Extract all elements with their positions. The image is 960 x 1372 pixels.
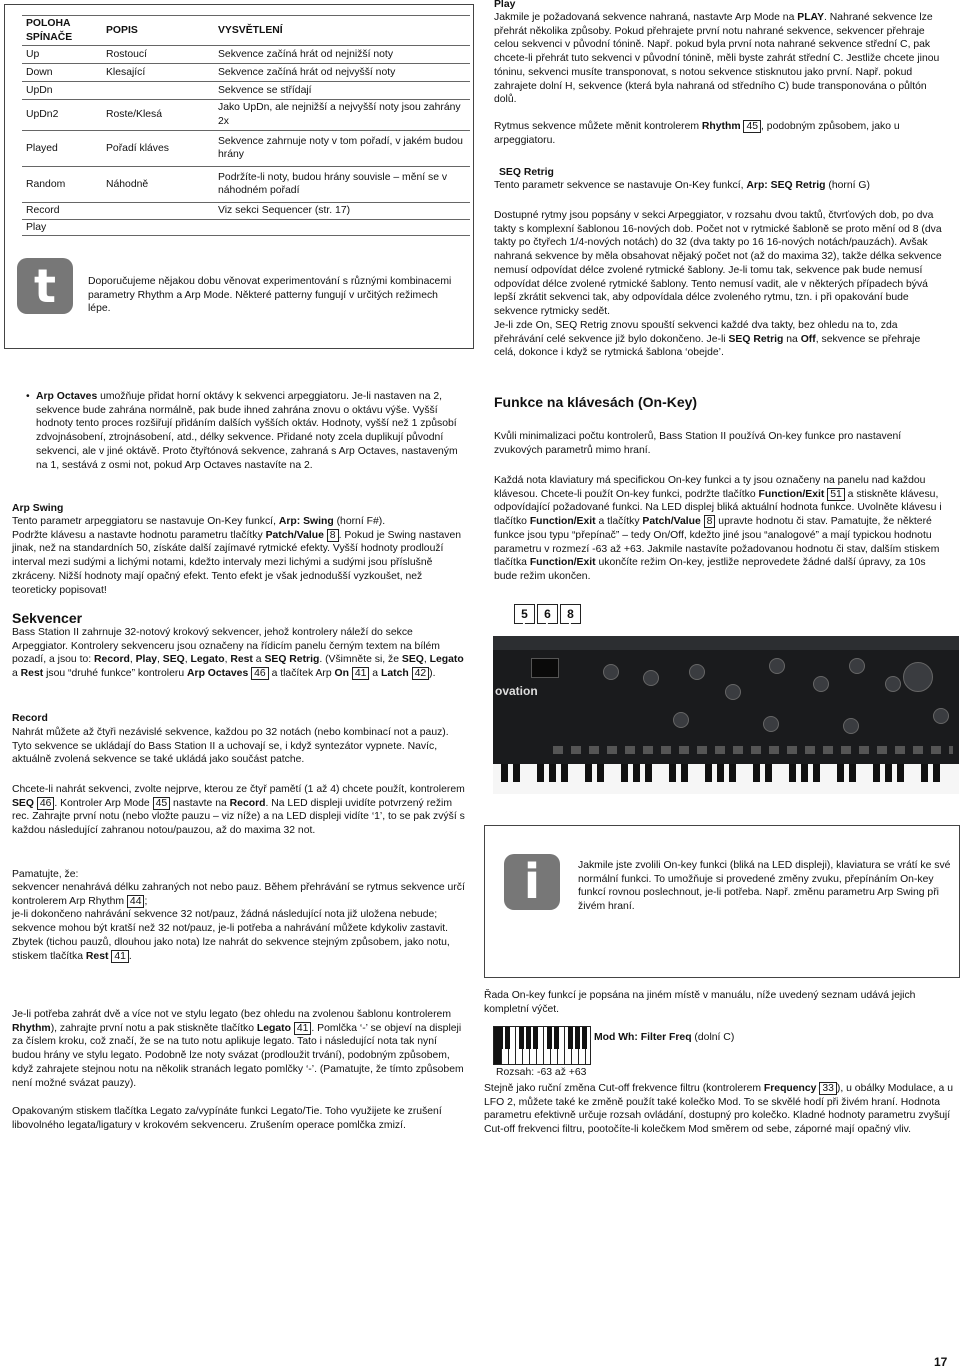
black-key [575,1027,580,1049]
t: Function/Exit [529,516,596,528]
t: Legato [256,1022,291,1034]
t: Je-li potřeba zahrát dvě a více not ve stylu legato (bez ohledu na zvolenou šablonu kontrolerem [12,1009,451,1020]
callout-6: 6 [537,604,558,624]
black-key [645,764,652,782]
t: Arp: SEQ Retrig [746,180,826,191]
black-key [837,764,844,782]
t: . Na LED displeji uvidíte potvrzený režim rec. Zahrajte první notu (nebo vložte pauzu – viz níže) a na LED displeji vidíte ‘1’, to se pak zvýší s každou následující zahranou notou/pauzou, až do maxima 32 not. [12,797,465,837]
knob [643,670,659,686]
arp-mode-table [22,15,470,236]
t: Patch/Value [265,529,324,541]
table-cell-desc: Rostoucí [102,46,214,64]
led-display [531,658,559,678]
panel-top-strip [493,636,959,650]
black-key [753,764,760,782]
black-key [526,1027,531,1049]
black-key [561,764,568,782]
t: Každá nota klaviatury má specifickou On-key funkci a ty jsou označeny na panelu nad každou klávesou. Chcete-li použít On-key funkci, podržte tlačítko [494,475,926,500]
callout-5: 5 [514,604,535,624]
onkey-p1: Kvůli minimalizaci počtu kontrolerů, Bass Station II používá On-key funkce pro nastavení zvukových parametrů mimo hraní. [494,431,902,456]
t: . Nahrané sekvence lze přehrát několika způsoby. Pokud přehrajete první notu nahrané sekvence, sekvencer přehraje celou sekvenci v původní tónině. Např. pokud byla první nota nahrané sekvence střední C, pak chcete-li přehrát tuto sekvenci v původní tónině, měli byste zahrát střední C. Jestliže chcete jinou tóninu, sekvenci musíte transponovat, s notou sekvence stisknutou jako první. Např. pokud zahrajete dolní H, sekvence (která byla nahraná od středního C) bude transponována o půltón dolů. [494,12,940,106]
record-p4 [12,881,466,963]
black-key [729,764,736,782]
control-number: 42 [412,667,430,680]
t: , [423,654,430,666]
black-key [681,764,688,782]
t: , [129,654,136,666]
onkey-title: Funkce na klávesách (On-Key) [494,394,698,410]
black-key [519,1027,524,1049]
record-p3: Pamatujte, že: [12,869,79,880]
knob [769,658,785,674]
t: Function/Exit [758,488,825,500]
t: Frequency [763,1083,817,1094]
control-number: 44 [127,895,145,908]
t: na [783,333,801,345]
t: Stejně jako ruční změna Cut-off frekvence filtru (kontrolerem [484,1083,764,1094]
black-key [501,764,508,782]
t: Latch [380,668,409,680]
t: ), u obálky Modulace, a u LFO 2, můžete také ke změně použít také kolečko Mod. To se skvělé hodí při živém hraní. Hodnota parametru efektivně určuje rozsah ovládání, dostupný pro kolečko. Kladné hodnoty parametru zvyšují Cut-off frekvenci filtru, pootočíte-li kolečkem Mod směrem od sebe, záporné mají opačný vliv. [484,1083,953,1136]
control-number: 8 [704,515,716,528]
seq-retrig-p1 [494,179,944,193]
black-key [921,764,928,782]
black-key [873,764,880,782]
table-cell-expl: Sekvence zahrnuje noty v tom pořadí, v jakém budou hrány [214,130,470,166]
t: ). [429,668,436,680]
table-cell-expl: Sekvence začíná hrát od nejnižší noty [214,46,470,64]
brand-logo: ovation [495,684,538,698]
black-key [669,764,676,782]
play-p1 [494,11,944,107]
knob [843,718,859,734]
table-cell-pos: Down [22,64,102,82]
t: Arp Octaves [187,668,249,680]
white-key [949,764,959,794]
seq-retrig-p3 [494,319,944,360]
knob [673,712,689,728]
knob [689,664,705,680]
t: Record [94,654,130,666]
t: a stiskněte klávesu, odpovídající požadované funkci. Na LED displej bliká aktuální hodnota funkce. Uvolněte klávesu i tlačítko [494,488,942,528]
sekvencer-text [12,626,466,681]
control-number: 46 [251,667,269,680]
record-title: Record [12,713,48,724]
table-cell-pos: UpDn2 [22,100,102,130]
arp-swing-title: Arp Swing [12,503,64,514]
t: a [252,654,265,666]
t: Rhythm [701,121,741,132]
control-number: 46 [37,797,55,810]
table-row [22,46,470,64]
arp-octaves-paragraph [26,390,466,472]
t: SEQ Retrig [264,654,320,666]
t: Play [135,654,157,666]
control-number: 45 [153,797,171,810]
table-cell-pos: Record [22,202,102,219]
info-icon: i [504,854,560,910]
table-cell-pos: Play [22,219,102,236]
callout-8: 8 [560,604,581,624]
table-cell-pos: Random [22,166,102,202]
black-key [513,764,520,782]
t: . [128,950,132,962]
record-p7 [12,1008,466,1090]
black-key [549,764,556,782]
t: SEQ [12,797,34,809]
t: Je-li zde On, SEQ Retrig znovu spouští sekvenci každé dva takty, bez ohledu na to, zda přehrávání celé sekvence již bylo dokončeno. Je-li [494,320,898,345]
black-key [582,1027,587,1049]
synth-panel-photo [493,636,959,794]
t: . (Všimněte si, že [319,654,402,666]
t: Patch/Value [642,516,701,528]
keyboard [493,764,959,794]
t: (dolní C) [691,1032,735,1043]
black-key [633,764,640,782]
knob [763,716,779,732]
tip-icon: t [17,258,73,314]
t: . Pokud je Swing nastaven jinak, než na standardních 50, získáte další zajímavé rytmické efekty. Vyšší hodnoty prodlouží interval mezi sudými a lichými notami, kdežto intervaly mezi lichými a sudými jsou příslušně zkráceny. Nižší hodnoty mají opačný efekt. Tento efekt je však jednodušší vyzkoušet, než teoreticky popisovat! [12,529,462,596]
record-p1: Nahrát můžete až čtyři nezávislé sekvence, každou po 32 notách (nebo kombinací not a pauz). Tyto sekvence se ukládají do Bass Station II a uchovají se, i když syntezátor vypnete. Navíc, aktuálně zvolená sekvence se také ukládá jako součást patche. [12,727,449,766]
control-number: 51 [827,488,845,501]
mini-keyboard-icon [493,1026,591,1065]
t: SEQ [162,654,185,666]
t: Tento parametr sekvence se nastavuje On-Key funkcí, [494,180,747,191]
t: Legato [429,654,464,666]
t: Rest [85,950,109,962]
knob [725,684,741,700]
t: Record [229,797,266,809]
table-row [22,130,470,166]
t: jsou “druhé funkce” kontroleru [43,668,188,680]
table-cell-pos: Up [22,46,102,64]
bullet: • [26,391,30,402]
t: , [184,654,191,666]
play-title: Play [494,0,516,10]
black-key [568,1027,573,1049]
black-key [505,1027,510,1049]
table-row [22,166,470,202]
t: Rhythm [12,1022,51,1034]
onkey-p2 [494,474,944,584]
control-number: 8 [327,529,339,542]
t: Function/Exit [529,557,596,569]
t: ukončíte režim On-key, jestliže neprovedete žádné další úpravy, za 10s bude režim ukončen. [494,557,926,583]
t: sekvence mohou být kratší než 32 not/pauz, je-li potřeba a nahrávání můžete kdykoliv zastavit. Zbytek (tichou pauzů, dlouhou jako nota) lze nahrát do sekvence stejným způsobem, jako notu, stiskem tlačítka [12,923,450,962]
table-cell-desc: Pořadí kláves [102,130,214,166]
table-row [22,100,470,130]
knob [933,708,949,724]
table-cell-expl: Sekvence začíná hrát od nejvyšší noty [214,64,470,82]
t: SEQ Retrig [728,333,784,345]
t: On [334,668,349,680]
t: Rest [230,654,253,666]
control-number: 45 [743,120,761,133]
black-key [813,764,820,782]
black-key [789,764,796,782]
control-number: 41 [294,1022,312,1035]
t: Off [800,333,816,345]
table-cell-expl [214,219,470,236]
record-p8: Opakovaným stiskem tlačítka Legato za/vypínáte funkci Legato/Tie. Toho využijete ke zrušení libovolného legata/ligatury v krokovém sekvenceru. Zrušením operace pomlčka zmizí. [12,1106,442,1131]
header-description: POPIS [102,16,214,46]
black-key [533,1027,538,1049]
t: Chcete-li nahrát sekvenci, zvolte nejprve, kterou ze čtyř pamětí (1 až 4) chcete použít, kontrolerem [12,784,465,795]
t: , sekvence se přehraje celá, dokonce i když se rytmická šablona ‘obejde’. [494,333,921,359]
seq-retrig-p2: Dostupné rytmy jsou popsány v sekci Arpeggiator, v rozsahu dvou taktů, čtvrťových dob, po dva takty s komplexní šablonou 16-nových dob. Počet not v rytmické šabloně se proto mění od 8 (dva takty po čtyřech 1/4-nových notách) do 32 (dva takty po 16 16-nových notách/pauzách). Avšak nahraná sekvence by měla obsahovat nějaký počet not (až do maxima 32), takže délka sekvence nemusí odpovídat délce zvolené rytmické šablony. Je-li tomu tak, sekvence pak bude nemusí odpovídat délce zvolené rytmické šablony. Tento nemusí vadit, ale v některých případech bývá lepší zkrátit sekvenci tak, aby odpovídala délce zvoleného rytmu, tzn. i při opakování bude sekvence rytmicky sedět. [494,210,942,318]
t: Mod Wh: Filter Freq [594,1032,692,1043]
series-range: Rozsah: -63 až +63 [496,1067,587,1078]
tip-text: Doporučujeme nějakou dobu věnovat experimentování s různými kombinacemi parametry Rhythm a Arp Mode. Některé patterny fungují v určitých režimech lépe. [88,276,452,315]
play-p2 [494,120,944,147]
t: , [157,654,163,666]
series-p1: Řada On-key funkcí je popsána na jiném místě v manuálu, níže uvedený seznam udává jejich kompletní výčet. [484,990,916,1015]
table-cell-desc [102,219,214,236]
knob [885,676,901,692]
knob [849,658,865,674]
t: a [369,668,381,680]
t: Tento parametr arpeggiatoru se nastavuje On-Key funkcí, [12,516,279,527]
arp-swing-text [12,515,468,597]
page-number: 17 [934,1355,948,1369]
info-text: Jakmile jste zvolili On-key funkci (bliká na LED displeji), klaviatura se vrátí ke své normální funkci. To umožňuje si provedené změny zvuku, přepínáním On-key funkcí rovnou poslechnout, je-li potřeba. Např. změnu parametru Arp Swing při živém hraní. [578,860,951,913]
t: Arp: Swing [278,516,334,527]
control-number: 33 [819,1082,837,1095]
t: je-li dokončeno nahrávání sekvence 32 not/pauz, žádná následující nota již uložena nebude; [12,909,438,921]
t: upravte hodnotu či stav. Pamatujte, že některé funkce jsou typu “přepínač” – tedy On/Off, kdežto jiné jsou “analogové” a mají typickou hodnotu parametru v rozmezí -63 až +63. Jakmile nastavíte požadovanou hodnotu či stav, dalším stiskem tlačítka [494,516,940,569]
black-key [537,764,544,782]
table-cell-pos: UpDn [22,82,102,100]
seq-retrig-title: SEQ Retrig [499,167,554,178]
t: Rest [20,668,44,680]
sekvencer-title: Sekvencer [12,610,83,626]
table-cell-expl: Podržíte-li noty, budou hrány souvisle – mění se v náhodném pořadí [214,166,470,202]
t: Podržte klávesu a nastavte hodnotu parametru tlačítky [12,529,266,541]
t: SEQ [401,654,424,666]
table-cell-desc [102,202,214,219]
t: a tlačítky [595,516,643,528]
t: . Kontroler Arp Mode [54,797,153,809]
t: , podobným způsobem, jako u arpeggiatoru. [494,121,900,146]
t: Legato [190,654,225,666]
series-p2 [484,1082,954,1137]
t: , [224,654,231,666]
knob [813,676,829,692]
t: ), zahrajte první notu a pak stiskněte tlačítko [50,1022,257,1034]
black-key [547,1027,552,1049]
black-key [597,764,604,782]
t: nastavte na [170,797,230,809]
t: ; [144,895,148,907]
header-position: POLOHA SPÍNAČE [22,16,102,46]
black-key [717,764,724,782]
series-heading [594,1031,734,1045]
table-body [22,46,470,236]
control-number: 41 [111,950,129,963]
black-key [765,764,772,782]
black-key [885,764,892,782]
t: a tlačítek Arp [268,668,335,680]
t: Jakmile je požadovaná sekvence nahraná, nastavte Arp Mode na [494,12,798,23]
black-key [801,764,808,782]
table-cell-expl: Jako UpDn, ale nejnižší a nejvyšší noty jsou zahrány 2x [214,100,470,130]
table-cell-desc: Roste/Klesá [102,100,214,130]
knob [603,664,619,680]
black-key [933,764,940,782]
arp-octaves-label: Arp Octaves [36,391,98,402]
t: . Pomlčka ‘-’ se objeví na displeji za číslem kroku, což značí, že se na tuto notu aplikuje legato. Tato i následující nota tak nyní budou hrány ve stylu legato. Podobně lze noty svázat (prodloužit trvání), podobným způsobem, když zahrajete stejnou notu na několik stranách legato pomlčky ‘-’. (Pamatujte, že tímto způsobem není možné svázat pauzy). [12,1022,464,1089]
table-cell-expl: Viz sekci Sequencer (str. 17) [214,202,470,219]
black-key [554,1027,559,1049]
t: a [12,668,21,680]
frequency-knob [903,662,933,692]
table-row [22,64,470,82]
table-cell-expl: Sekvence se střídají [214,82,470,100]
black-key [705,764,712,782]
t: Rytmus sekvence můžete měnit kontrolerem [494,121,702,132]
record-p2 [12,783,466,838]
table-cell-desc: Náhodně [102,166,214,202]
t: (horní G) [825,180,870,191]
t: sekvencer nenahrává délku zahraných not nebo pauz. Během přehrávání se rytmus sekvence určí kontrolerem Arp Rhythm [12,882,465,907]
header-explanation: VYSVĚTLENÍ [214,16,470,46]
t: (horní F#). [333,516,386,527]
arp-octaves-text: umožňuje přidat horní oktávy k sekvenci arpeggiatoru. Je-li nastaven na 2, sekvence bude zahrána normálně, pak bude ihned zahrána znovu o oktávu výše. Vyšší hodnoty tento proces rozšiřují přidáním dalších vyšších oktáv. Hodnoty, vyšší než 1 způsobí zdvojnásobení, ztrojnásobení, atd., délky sekvence. Přidané noty zcela duplikují původní sekvenci, ale v jiné oktávě. Proto čtyřtónová sekvence, zahraná s Arp Octaves, nastaveným na 1, sestává z osmi not, pokud Arp Octaves nastavíte na 2. [36,391,458,471]
table-cell-pos: Played [22,130,102,166]
black-key [498,1027,503,1049]
button-row [553,746,953,754]
t: Bass Station II zahrnuje 32-notový krokový sekvencer, jehož kontrolery náleží do sekce Arpeggiator. Kontrolery sekvenceru jsou označeny na řídicím panelu černým textem na bílém pozadí, a jsou to: [12,627,440,666]
t: PLAY [797,12,825,23]
black-key [621,764,628,782]
table-row [22,82,470,100]
control-number: 41 [352,667,370,680]
table-cell-desc [102,82,214,100]
black-key [585,764,592,782]
black-key [849,764,856,782]
black-key [897,764,904,782]
table-cell-desc: Klesající [102,64,214,82]
table-row [22,219,470,236]
table-row [22,202,470,219]
